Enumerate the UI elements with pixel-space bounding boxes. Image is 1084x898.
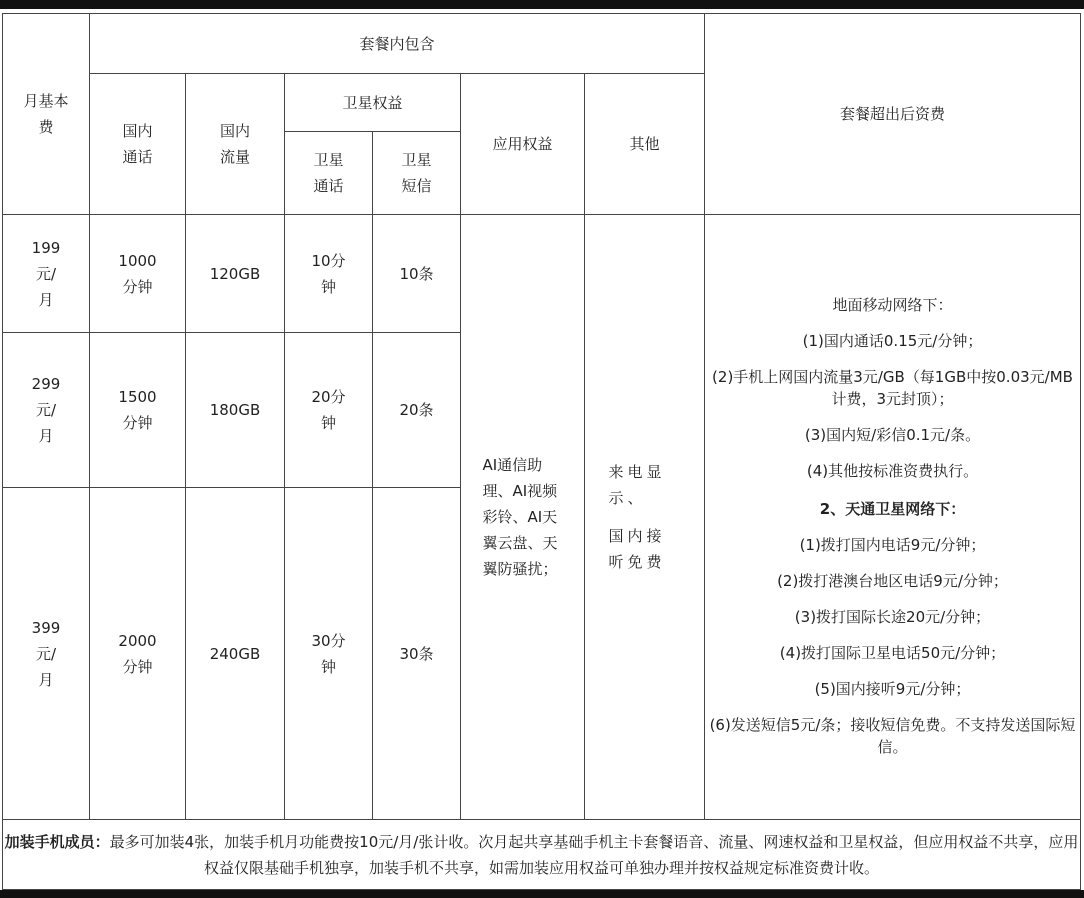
app-rights-cell	[461, 215, 585, 820]
header-sat-sms: 卫星短信	[373, 132, 461, 215]
plan-row-199	[3, 215, 1081, 333]
plan-sat-sms: 10条	[373, 215, 461, 333]
top-edge-bar	[0, 0, 1084, 9]
footer-note	[3, 820, 1081, 890]
header-sat-call: 卫星通话	[285, 132, 373, 215]
header-app-rights: 应用权益	[461, 74, 585, 215]
header-satellite-rights: 卫星权益	[285, 74, 461, 132]
app-rights-text: AI通信助理、AI视频彩铃、AI天翼云盘、天翼防骚扰；	[482, 456, 558, 578]
plan-sat-sms: 30条	[373, 488, 461, 820]
overage-ground-title: 地面移动网络下：	[832, 296, 953, 314]
other-text-line2: 国内接听免费	[608, 527, 666, 571]
overage-satellite-title: 2、天通卫星网络下：	[819, 500, 966, 518]
plan-sat-call: 10分钟	[285, 215, 373, 333]
overage-item: (4)拨打国际卫星电话50元/分钟；	[779, 644, 1006, 662]
overage-cell	[705, 215, 1081, 820]
overage-item: (5)国内接听9元/分钟；	[814, 680, 971, 698]
overage-item: (6)发送短信5元/条；接收短信免费。不支持发送国际短信。	[709, 716, 1076, 756]
plan-data: 240GB	[186, 488, 285, 820]
overage-item: (3)拨打国际长途20元/分钟；	[794, 608, 991, 626]
overage-item: (4)其他按标准资费执行。	[806, 462, 979, 480]
overage-item: (2)拨打港澳台地区电话9元/分钟；	[777, 572, 1008, 590]
header-overage: 套餐超出后资费	[705, 14, 1081, 215]
overage-item: (1)拨打国内电话9元/分钟；	[799, 536, 986, 554]
plan-call: 1500分钟	[90, 333, 186, 488]
footer-label: 加装手机成员：	[4, 832, 110, 851]
header-domestic-call: 国内通话	[90, 74, 186, 215]
plan-call: 2000分钟	[90, 488, 186, 820]
plan-fee: 299元/月	[3, 333, 90, 488]
overage-item: (1)国内通话0.15元/分钟；	[802, 332, 983, 350]
overage-item: (2)手机上网国内流量3元/GB（每1GB中按0.03元/MB计费，3元封顶）；	[712, 368, 1073, 408]
other-text-line1: 来电显示、	[608, 463, 666, 507]
plan-data: 180GB	[186, 333, 285, 488]
plan-fee-table	[2, 13, 1081, 890]
overage-item: (3)国内短/彩信0.1元/条。	[804, 426, 981, 444]
plan-data: 120GB	[186, 215, 285, 333]
other-cell	[585, 215, 705, 820]
plan-call: 1000分钟	[90, 215, 186, 333]
plan-sat-call: 30分钟	[285, 488, 373, 820]
header-other: 其他	[585, 74, 705, 215]
plan-sat-call: 20分钟	[285, 333, 373, 488]
plan-fee: 199元/月	[3, 215, 90, 333]
plan-fee: 399元/月	[3, 488, 90, 820]
footer-text: 最多可加装4张，加装手机月功能费按10元/月/张计收。次月起共享基础手机主卡套餐语音、流量、网速权益和卫星权益，但应用权益不共享，应用权益仅限基础手机独享，加装手机不共享，如需加装应用权益可单独办理并按权益规定标准资费计收。	[109, 832, 1079, 877]
header-monthly-fee: 月基本费	[3, 14, 90, 215]
bottom-edge-bar	[0, 890, 1084, 898]
header-included: 套餐内包含	[90, 14, 705, 74]
plan-sat-sms: 20条	[373, 333, 461, 488]
header-domestic-data: 国内流量	[186, 74, 285, 215]
